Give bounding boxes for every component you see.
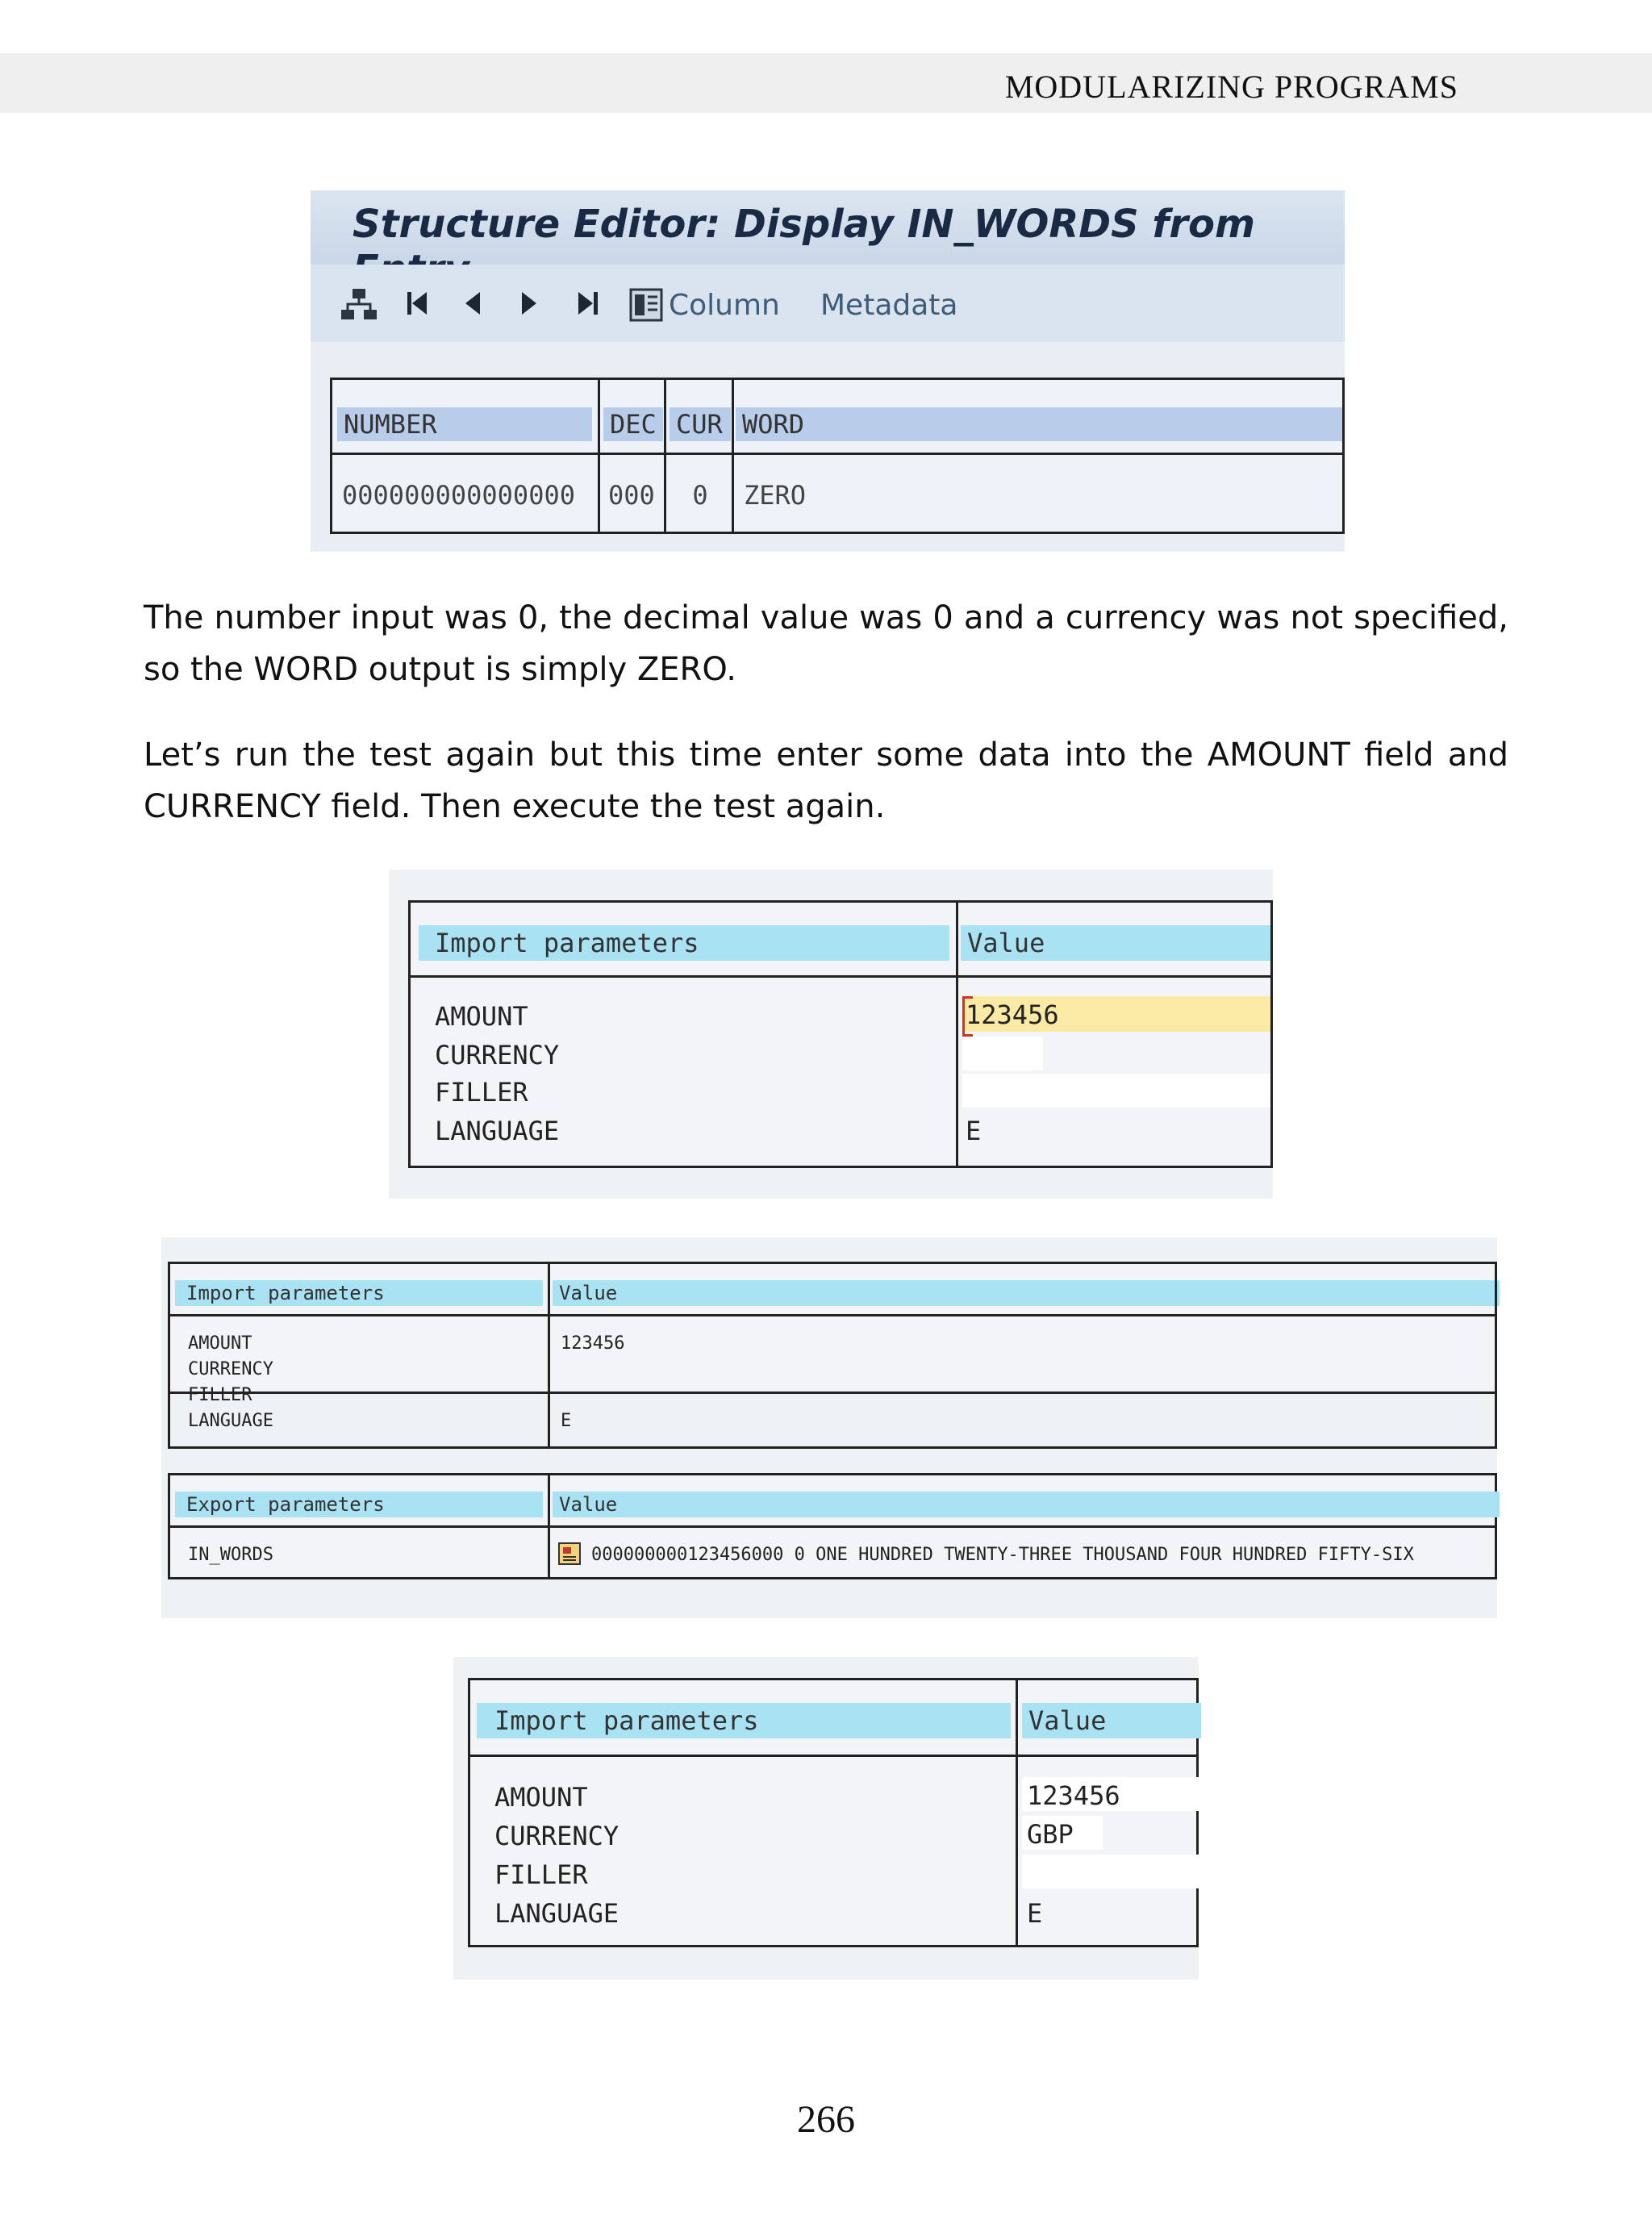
- running-head-text: MODULARIZING PROGRAMS: [1004, 69, 1458, 105]
- cell-number: 000000000000000: [342, 480, 575, 511]
- value-amount-2: 123456: [561, 1333, 625, 1354]
- first-page-icon[interactable]: [404, 287, 432, 327]
- value-header: Value: [961, 925, 1270, 961]
- structure-editor-title-bar: [311, 190, 1345, 265]
- column-icon[interactable]: [628, 287, 664, 330]
- value-currency-3: GBP: [1027, 1819, 1074, 1850]
- last-page-icon[interactable]: [574, 287, 601, 327]
- test-result-panel: [161, 1237, 1497, 1618]
- structure-editor-toolbar: [311, 265, 1345, 342]
- param-filler-3: FILLER: [494, 1859, 588, 1890]
- column-header-dec[interactable]: DEC: [603, 407, 663, 441]
- value-amount: 123456: [966, 999, 1059, 1030]
- param-language: LANGUAGE: [435, 1116, 560, 1146]
- filler-input-3[interactable]: [1022, 1855, 1201, 1888]
- structure-table: [330, 378, 1345, 534]
- import-parameters-header-3: Import parameters: [477, 1703, 1011, 1738]
- param-currency-2: CURRENCY: [188, 1359, 273, 1379]
- import-parameters-header-2: Import parameters: [175, 1280, 543, 1306]
- param-language-3: LANGUAGE: [494, 1898, 620, 1929]
- param-amount: AMOUNT: [435, 1001, 528, 1032]
- export-value-header: Value: [553, 1492, 1500, 1517]
- cell-word: ZERO: [744, 480, 807, 511]
- column-button[interactable]: Column: [669, 289, 780, 322]
- paragraph-1: The number input was 0, the decimal value was 0 and a currency was not specified, so the WORD output is simply ZERO.: [144, 599, 1508, 688]
- param-amount-2: AMOUNT: [188, 1333, 252, 1354]
- next-icon[interactable]: [517, 287, 541, 327]
- cell-dec: 000: [608, 480, 655, 511]
- column-header-number[interactable]: NUMBER: [337, 407, 592, 441]
- value-language-3[interactable]: E: [1027, 1898, 1043, 1929]
- filler-input[interactable]: [962, 1074, 1270, 1108]
- import-parameters-panel-3: [453, 1657, 1199, 1980]
- metadata-button[interactable]: Metadata: [820, 289, 958, 322]
- column-header-cur[interactable]: CUR: [670, 407, 731, 441]
- structure-editor-title: Structure Editor: Display IN_WORDS from: [353, 202, 1255, 247]
- structure-editor-screenshot: [311, 190, 1345, 552]
- column-header-word[interactable]: WORD: [736, 407, 1342, 441]
- value-in-words: 000000000123456000 0 ONE HUNDRED TWENTY-THREE THOUSAND FOUR HUNDRED FIFTY-SIX: [591, 1545, 1414, 1565]
- value-header-3: Value: [1022, 1703, 1201, 1738]
- hierarchy-icon[interactable]: [340, 287, 378, 330]
- import-parameters-header: Import parameters: [419, 925, 949, 961]
- currency-input[interactable]: [962, 1037, 1043, 1070]
- param-filler: FILLER: [435, 1077, 528, 1108]
- value-language-2: E: [561, 1411, 572, 1431]
- param-currency: CURRENCY: [435, 1040, 560, 1070]
- param-in-words: IN_WORDS: [188, 1545, 273, 1565]
- value-language[interactable]: E: [966, 1116, 982, 1146]
- export-parameters-header: Export parameters: [175, 1492, 543, 1517]
- param-filler-2: FILLER: [188, 1385, 252, 1405]
- import-value-header-2: Value: [553, 1280, 1500, 1306]
- value-amount-3: 123456: [1027, 1780, 1120, 1811]
- param-currency-3: CURRENCY: [494, 1821, 620, 1851]
- page-number: 266: [797, 2098, 855, 2141]
- param-amount-3: AMOUNT: [494, 1782, 588, 1813]
- cell-cur: 0: [692, 480, 708, 511]
- param-language-2: LANGUAGE: [188, 1411, 273, 1431]
- running-head: [0, 53, 1652, 113]
- paragraph-2: Let’s run the test again but this time enter some data into the AMOUNT field and CURRENCY field. Then execute the test again.: [144, 736, 1508, 825]
- previous-icon[interactable]: [461, 287, 485, 327]
- import-parameters-panel-1: [389, 870, 1273, 1199]
- structure-icon[interactable]: [557, 1542, 582, 1569]
